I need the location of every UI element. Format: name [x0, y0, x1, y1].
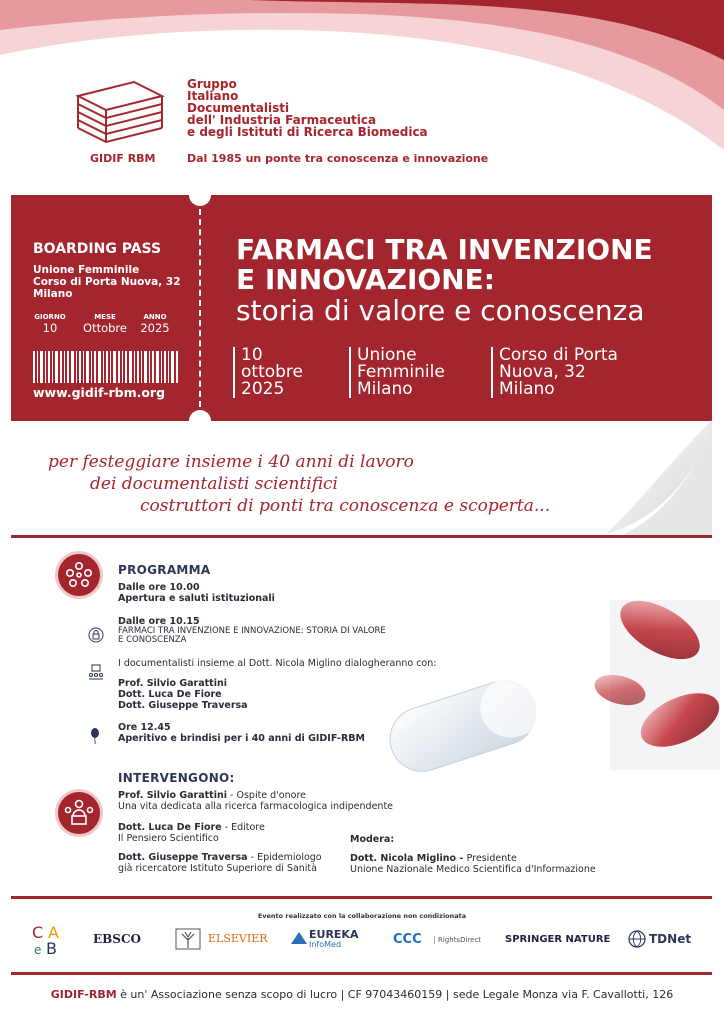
program-text: E CONOSCENZA [118, 635, 187, 645]
program-item-4 [118, 722, 365, 744]
gidif-logo-icon [74, 78, 166, 150]
moderator-role: Presidente [466, 853, 517, 864]
section-divider [11, 972, 712, 975]
speaker-role: - Epidemiologo [247, 852, 322, 863]
page-curl-decoration [600, 418, 718, 538]
speaker-name: Dott. Giuseppe Traversa [118, 852, 248, 863]
sponsor-rightsdirect: RightsDirect [434, 936, 481, 944]
program-item-2 [118, 616, 386, 645]
sponsor-ccc: CCC [393, 932, 422, 947]
program-time: Ore 12.45 [118, 722, 171, 733]
ticket-notch [189, 410, 211, 421]
org-name-line: e degli Istituti di Ricerca Biomedica [187, 125, 428, 139]
speaker-desc: già ricercatore Istituto Superiore di Sanità [118, 863, 317, 874]
event-place [349, 347, 445, 398]
venue-line: Corso di Porta Nuova, 32 [33, 276, 181, 288]
place-line: Unione [357, 345, 417, 365]
guest-name: Dott. Giuseppe Traversa [118, 700, 248, 711]
speaker-role: - Ospite d'onore [227, 790, 306, 801]
event-address [491, 347, 618, 398]
year-label: ANNO [143, 313, 167, 321]
year-value: 2025 [140, 321, 170, 335]
guest-name: Dott. Luca De Fiore [118, 689, 222, 700]
footer [0, 988, 724, 1001]
address-line: Nuova, 32 [499, 362, 586, 382]
speaker-name: Prof. Silvio Garattini [118, 790, 228, 801]
audience-icon [55, 551, 103, 599]
ticket-perforation [199, 209, 201, 407]
month-label: MESE [94, 313, 116, 321]
org-name-line: Documentalisti [187, 101, 290, 115]
tdnet-globe-icon [628, 930, 646, 948]
eureka-icon [290, 930, 308, 946]
moderator [350, 834, 596, 875]
svg-text:A: A [48, 923, 59, 942]
cab-logo-icon [30, 922, 64, 956]
program-item-1 [118, 582, 275, 604]
program-time: Dalle ore 10.15 [118, 616, 200, 627]
speaker-role: - Editore [221, 822, 265, 833]
sponsor-springer-nature: SPRINGER NATURE [505, 934, 611, 945]
date-line: ottobre [241, 362, 303, 382]
venue-line: Unione Femminile [33, 264, 140, 276]
org-name-line: Italiano [187, 89, 239, 103]
footer-text: è un' Associazione senza scopo di lucro | CF 97043460159 | sede Legale Monza via F. Cavallotti, 126 [116, 988, 674, 1001]
slogan-line: per festeggiare insieme i 40 anni di lavoro [48, 452, 414, 472]
address-line: Milano [499, 379, 555, 399]
venue-line: Milano [33, 288, 73, 300]
speaker-icon [55, 789, 103, 837]
sponsor-tdnet: TDNet [649, 932, 692, 946]
program-text: I documentalisti insieme al Dott. Nicola Miglino dialogheranno con: [118, 658, 437, 669]
speakers-heading: INTERVENGONO: [118, 771, 235, 785]
sponsor-infomed: InfoMed [309, 940, 342, 949]
program-text: Aperitivo e brindisi per i 40 anni di GIDIF-RBM [118, 733, 365, 744]
program-text: Apertura e saluti istituzionali [118, 593, 275, 604]
boarding-pass-ticket [11, 195, 712, 421]
event-title-line: E INNOVAZIONE: [236, 263, 495, 296]
sponsor-elsevier: ELSEVIER [208, 932, 268, 945]
speaker-2 [118, 822, 265, 844]
barcode-icon [33, 351, 179, 383]
speaker-name: Dott. Luca De Fiore [118, 822, 222, 833]
ticket-notch [189, 195, 211, 206]
day-value: 10 [42, 321, 58, 335]
address-line: Corso di Porta [499, 345, 618, 365]
boarding-pass-label: BOARDING PASS [33, 241, 162, 257]
program-item-3 [118, 658, 436, 711]
program-time: Dalle ore 10.00 [118, 582, 200, 593]
event-title-line: FARMACI TRA INVENZIONE [236, 233, 653, 266]
place-line: Femminile [357, 362, 445, 382]
event-subtitle: storia di valore e conoscenza [236, 294, 645, 327]
elsevier-tree-icon [175, 928, 201, 950]
logo-caption: GIDIF RBM [90, 152, 156, 165]
svg-text:C: C [32, 923, 44, 942]
lock-icon [88, 627, 104, 643]
speaker-3 [118, 852, 322, 874]
speaker-desc: Il Pensiero Scientifico [118, 833, 219, 844]
meeting-icon [88, 664, 104, 680]
guest-name: Prof. Silvio Garattini [118, 678, 228, 689]
website-link[interactable]: www.gidif-rbm.org [33, 385, 166, 400]
speaker-desc: Una vita dedicata alla ricerca farmacologica indipendente [118, 801, 394, 812]
day-label: GIORNO [34, 313, 66, 321]
event-date [233, 347, 303, 398]
sponsor-eureka: EUREKA [309, 928, 359, 941]
place-line: Milano [357, 379, 413, 399]
section-divider [11, 896, 712, 899]
slogan-line: dei documentalisti scientifici [90, 474, 338, 494]
moderator-desc: Unione Nazionale Medico Scientifica d'Informazione [350, 864, 596, 875]
moderator-name: Dott. Nicola Miglino - [350, 853, 467, 864]
tagline: Dal 1985 un ponte tra conoscenza e innovazione [187, 152, 489, 165]
program-text: FARMACI TRA INVENZIONE E INNOVAZIONE: STORIA DI VALORE [118, 626, 386, 636]
moderator-label: Modera: [350, 834, 395, 845]
speaker-1 [118, 790, 393, 812]
program-heading: PROGRAMMA [118, 563, 211, 577]
sponsor-ebsco: EBSCO [93, 932, 141, 946]
org-name-line: dell' Industria Farmaceutica [187, 113, 377, 127]
svg-text:B: B [46, 939, 57, 956]
date-line: 10 [241, 345, 263, 365]
svg-text:e: e [34, 943, 42, 956]
footer-org: GIDIF-RBM [50, 988, 117, 1001]
month-value: Ottobre [83, 321, 127, 335]
sponsor-note: Evento realizzato con la collaborazione non condizionata [257, 912, 467, 920]
org-name-line: Gruppo [187, 77, 237, 91]
balloon-icon [90, 728, 100, 744]
date-line: 2025 [241, 379, 285, 399]
section-divider [11, 535, 712, 538]
slogan-line: costruttori di ponti tra conoscenza e scoperta... [140, 496, 551, 516]
